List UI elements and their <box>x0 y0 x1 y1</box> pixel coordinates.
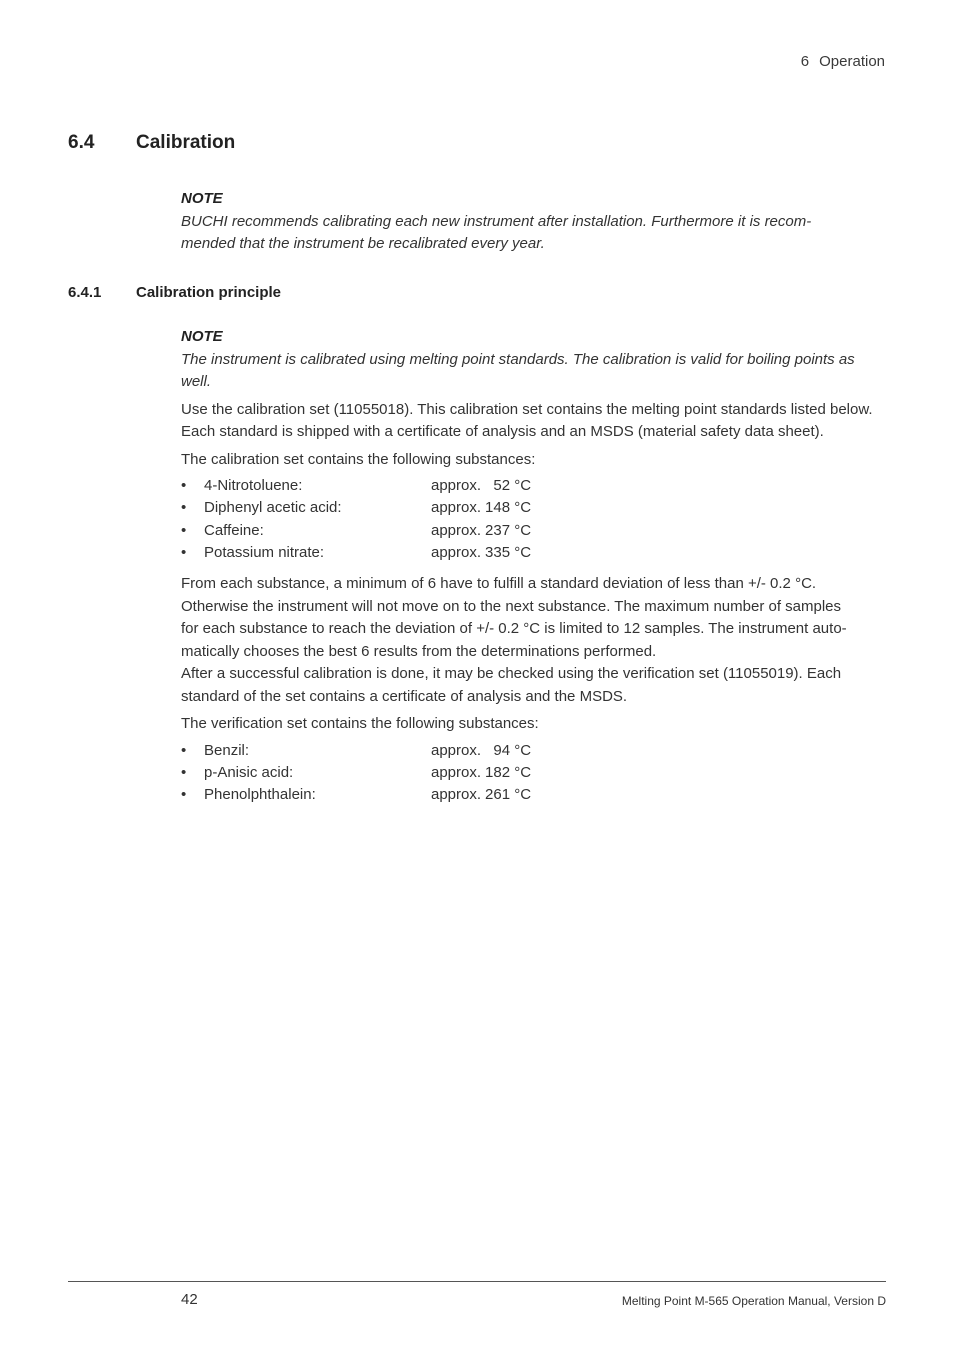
substance-name: Diphenyl acetic acid: <box>204 499 342 517</box>
substance-temperature: 261 °C <box>485 786 532 804</box>
section-title: Calibration <box>136 132 236 153</box>
approx-label: approx. <box>431 741 482 759</box>
list-item <box>181 784 886 806</box>
note-text-line: BUCHI recommends calibrating each new instrument after installation. Furthermore it is recom- <box>181 212 812 230</box>
substance-temperature: 237 °C <box>485 521 532 539</box>
bullet-icon: • <box>181 521 187 539</box>
substance-name: p-Anisic acid: <box>204 763 294 781</box>
list-item <box>181 740 886 762</box>
deviation-paragraph <box>181 573 886 663</box>
note-text-line: mended that the instrument be recalibrated every year. <box>181 235 545 252</box>
running-header <box>801 53 885 70</box>
bullet-icon: • <box>181 741 187 759</box>
paragraph-line: Otherwise the instrument will not move on to the next substance. The maximum number of samples <box>181 597 842 615</box>
paragraph-line: From each substance, a minimum of 6 have to fulfill a standard deviation of less than +/- 0.2 °C. <box>181 575 817 593</box>
substance-temperature: 52 °C <box>493 477 532 494</box>
substance-name: Phenolphthalein: <box>204 786 316 804</box>
bullet-icon: • <box>181 763 187 781</box>
calibration-intro: The calibration set contains the following substances: <box>181 450 536 468</box>
note-text: The instrument is calibrated using melting point standards. The calibration is valid for boiling points as well. <box>181 350 855 390</box>
subsection-number: 6.4.1 <box>68 284 102 301</box>
footer-divider <box>68 1281 886 1282</box>
list-item <box>181 475 886 497</box>
substance-temperature: 148 °C <box>485 499 532 517</box>
subsection-note <box>181 326 886 394</box>
calibration-set-paragraph: Use the calibration set (11055018). This calibration set contains the melting point standards listed below. Each standard is shipped with a certificate of analysis and an MSDS (material safety data sheet). <box>181 400 873 440</box>
bullet-icon: • <box>181 543 187 561</box>
note-title: NOTE <box>181 190 223 207</box>
bullet-icon: • <box>181 786 187 804</box>
list-item <box>181 520 886 542</box>
bullet-icon: • <box>181 477 187 494</box>
verification-paragraph: After a successful calibration is done, it may be checked using the verification set (11055019). Each standard of the set contains a certificate of analysis and the MSDS. <box>181 665 842 705</box>
substance-name: Potassium nitrate: <box>204 543 325 561</box>
list-item <box>181 762 886 784</box>
chapter-title: Operation <box>819 53 885 70</box>
list-item <box>181 542 886 564</box>
calibration-substance-list <box>181 475 886 564</box>
substance-temperature: 335 °C <box>485 543 532 561</box>
approx-label: approx. <box>431 499 482 517</box>
paragraph-line: matically chooses the best 6 results from the determinations performed. <box>181 642 657 660</box>
document-title: Melting Point M-565 Operation Manual, Version D <box>621 1294 886 1308</box>
section-note <box>181 188 886 256</box>
chapter-number: 6 <box>800 53 810 70</box>
substance-temperature: 182 °C <box>485 763 532 781</box>
approx-label: approx. <box>431 543 482 561</box>
section-number: 6.4 <box>68 132 95 153</box>
subsection-heading <box>68 284 281 301</box>
list-item <box>181 497 886 519</box>
paragraph-line: for each substance to reach the deviation of +/- 0.2 °C is limited to 12 samples. The instrument auto- <box>181 620 847 638</box>
substance-name: 4-Nitrotoluene: <box>204 477 303 494</box>
approx-label: approx. <box>431 763 482 781</box>
note-title: NOTE <box>181 328 223 345</box>
approx-label: approx. <box>431 477 482 494</box>
subsection-body <box>181 326 886 807</box>
subsection-title: Calibration principle <box>136 284 282 301</box>
bullet-icon: • <box>181 499 187 517</box>
approx-label: approx. <box>431 521 482 539</box>
substance-name: Caffeine: <box>204 521 264 539</box>
substance-temperature: 94 °C <box>493 741 532 759</box>
approx-label: approx. <box>431 786 482 804</box>
substance-name: Benzil: <box>204 741 250 759</box>
page-number: 42 <box>181 1291 198 1308</box>
verification-substance-list <box>181 740 886 807</box>
verification-intro: The verification set contains the following substances: <box>181 715 539 733</box>
section-heading <box>68 132 235 154</box>
